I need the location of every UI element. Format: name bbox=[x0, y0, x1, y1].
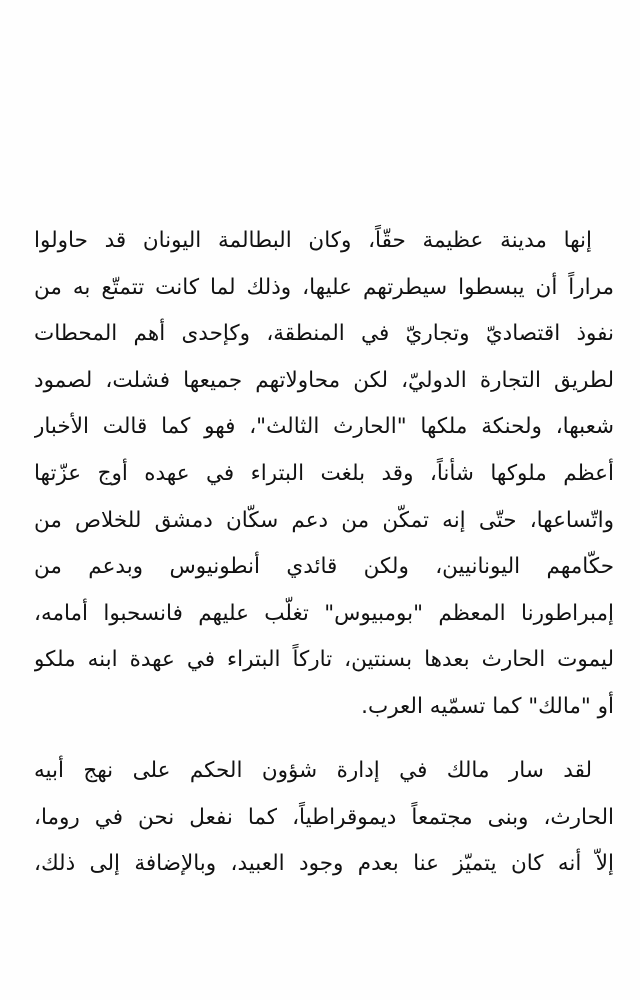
text-line: لطريق التجارة الدوليّ، لكن محاولاتهم جميعها فشلت، لصمود bbox=[34, 367, 614, 393]
text-line: حكّامهم اليونانيين، ولكن قائدي أنطونيوس وبدعم من bbox=[34, 554, 614, 580]
text-line: ليموت الحارث بعدها بسنتين، تاركاً البتراء في عهدة ابنه ملكو bbox=[34, 647, 614, 673]
text-line: أعظم ملوكها شأناً، وقد بلغت البتراء في عهده أوج عزّتها bbox=[34, 460, 614, 486]
text-line: إمبراطورنا المعظم "بومبيوس" تغلّب عليهم فانسحبوا أمامه، bbox=[34, 600, 614, 626]
paragraph-2 bbox=[34, 748, 614, 888]
text-line: أو "مالك" كما تسمّيه العرب. bbox=[361, 693, 614, 719]
text-line: إلاّ أنه كان يتميّز عنا بعدم وجود العبيد، وبالإضافة إلى ذلك، bbox=[34, 851, 614, 877]
text-line: مراراً أن يبسطوا سيطرتهم عليها، وذلك لما كانت تتمتّع به من bbox=[34, 274, 614, 300]
text-line: إنها مدينة عظيمة حقّاً، وكان البطالمة اليونان قد حاولوا bbox=[34, 228, 592, 253]
text-line: شعبها، ولحنكة ملكها "الحارث الثالث"، فهو كما قالت الأخبار bbox=[34, 414, 614, 440]
text-line: الحارث، وبنى مجتمعاً ديموقراطياً، كما نفعل نحن في روما، bbox=[34, 804, 614, 830]
text-line: نفوذ اقتصاديّ وتجاريّ في المنطقة، وكإحدى أهم المحطات bbox=[34, 321, 614, 347]
paragraph-1 bbox=[34, 218, 614, 731]
text-line: لقد سار مالك في إدارة شؤون الحكم على نهج أبيه bbox=[34, 758, 592, 783]
text-line: واتّساعها، حتّى إنه تمكّن من دعم سكّان دمشق للخلاص من bbox=[34, 507, 614, 533]
